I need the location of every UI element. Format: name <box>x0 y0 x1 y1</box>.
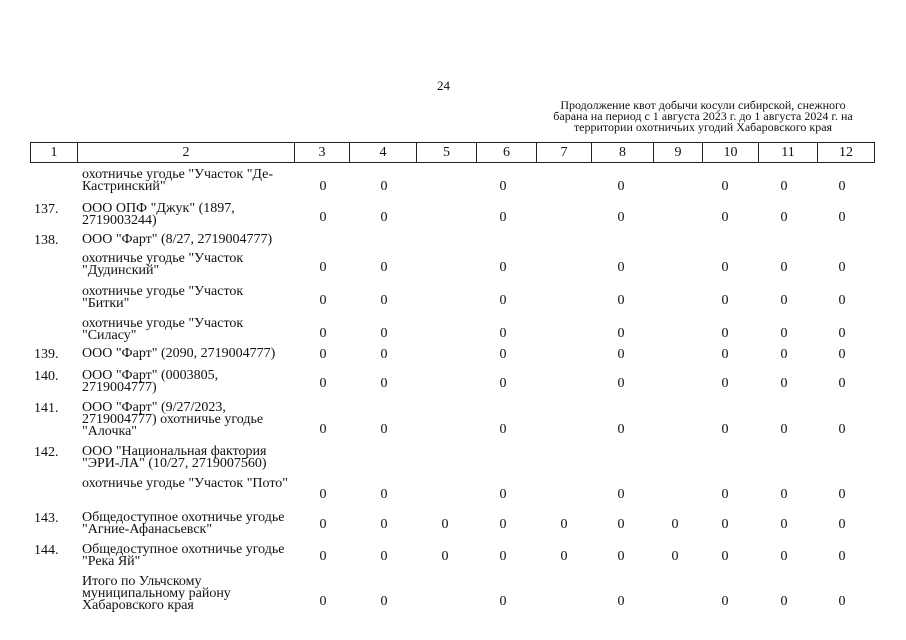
row-value-col-12: 0 <box>838 376 846 391</box>
row-value-col-5: 0 <box>441 517 449 532</box>
row-value-col-3: 0 <box>319 347 327 362</box>
row-value-col-8: 0 <box>617 347 625 362</box>
row-value-col-12: 0 <box>838 293 846 308</box>
row-value-col-4: 0 <box>380 594 388 609</box>
col-header-10: 10 <box>703 143 759 163</box>
row-value-col-6: 0 <box>499 594 507 609</box>
row-value-col-3: 0 <box>319 549 327 564</box>
row-value-col-8: 0 <box>617 260 625 275</box>
row-value-col-6: 0 <box>499 487 507 502</box>
row-value-col-10: 0 <box>721 517 729 532</box>
row-value-col-11: 0 <box>780 293 788 308</box>
row-value-col-11: 0 <box>780 376 788 391</box>
col-header-11: 11 <box>759 143 818 163</box>
row-value-col-4: 0 <box>380 347 388 362</box>
col-header-4: 4 <box>350 143 417 163</box>
col-header-5: 5 <box>417 143 477 163</box>
row-value-col-10: 0 <box>721 487 729 502</box>
row-value-col-4: 0 <box>380 487 388 502</box>
column-header-row <box>30 142 875 163</box>
row-value-col-8: 0 <box>617 517 625 532</box>
row-value-col-4: 0 <box>380 260 388 275</box>
row-value-col-11: 0 <box>780 487 788 502</box>
row-value-col-12: 0 <box>838 210 846 225</box>
row-name: ООО ОПФ "Джук" (1897, 2719003244) <box>82 201 235 228</box>
row-name: ООО "Фарт" (8/27, 2719004777) <box>82 232 273 247</box>
row-value-col-7: 0 <box>560 517 568 532</box>
row-value-col-3: 0 <box>319 179 327 194</box>
table-caption: Продолжение квот добычи косули сибирской, снежного барана на период с 1 августа 2023 г. до 1 августа 2024 г. на территории охотничьих угодий Хабаровского края <box>553 98 853 134</box>
row-name: ООО "Фарт" (9/27/2023, 2719004777) охотничье угодье "Алочка" <box>82 400 264 439</box>
row-value-col-4: 0 <box>380 422 388 437</box>
row-number: 141. <box>34 401 59 416</box>
row-value-col-12: 0 <box>838 347 846 362</box>
row-value-col-10: 0 <box>721 293 729 308</box>
row-number: 137. <box>34 202 59 217</box>
row-value-col-4: 0 <box>380 293 388 308</box>
row-value-col-10: 0 <box>721 422 729 437</box>
row-value-col-8: 0 <box>617 376 625 391</box>
row-value-col-10: 0 <box>721 260 729 275</box>
row-value-col-11: 0 <box>780 326 788 341</box>
row-name: Итого по Ульчскому муниципальному району Хабаровского края <box>82 574 231 613</box>
row-name: ООО "Национальная фактория "ЭРИ-ЛА" (10/27, 2719007560) <box>82 444 267 471</box>
row-value-col-12: 0 <box>838 326 846 341</box>
row-value-col-11: 0 <box>780 422 788 437</box>
row-number: 140. <box>34 369 59 384</box>
row-value-col-4: 0 <box>380 210 388 225</box>
row-value-col-11: 0 <box>780 210 788 225</box>
row-value-col-12: 0 <box>838 179 846 194</box>
row-value-col-10: 0 <box>721 376 729 391</box>
row-value-col-3: 0 <box>319 260 327 275</box>
row-value-col-3: 0 <box>319 517 327 532</box>
row-value-col-12: 0 <box>838 549 846 564</box>
col-header-12: 12 <box>818 143 875 163</box>
row-value-col-6: 0 <box>499 179 507 194</box>
row-value-col-10: 0 <box>721 549 729 564</box>
row-name: охотничье угодье "Участок "Де-Кастринский" <box>82 167 274 194</box>
row-value-col-8: 0 <box>617 422 625 437</box>
row-number: 139. <box>34 347 59 362</box>
row-value-col-6: 0 <box>499 347 507 362</box>
col-header-3: 3 <box>295 143 350 163</box>
page-number: 24 <box>437 78 450 93</box>
row-value-col-6: 0 <box>499 517 507 532</box>
row-value-col-11: 0 <box>780 517 788 532</box>
row-value-col-11: 0 <box>780 549 788 564</box>
row-value-col-6: 0 <box>499 210 507 225</box>
row-value-col-11: 0 <box>780 594 788 609</box>
row-value-col-8: 0 <box>617 594 625 609</box>
row-value-col-3: 0 <box>319 594 327 609</box>
row-value-col-8: 0 <box>617 487 625 502</box>
row-value-col-8: 0 <box>617 179 625 194</box>
row-value-col-11: 0 <box>780 347 788 362</box>
row-value-col-3: 0 <box>319 210 327 225</box>
col-header-2: 2 <box>78 143 295 163</box>
row-value-col-8: 0 <box>617 293 625 308</box>
row-value-col-3: 0 <box>319 376 327 391</box>
row-number: 144. <box>34 543 59 558</box>
row-value-col-7: 0 <box>560 549 568 564</box>
row-value-col-9: 0 <box>671 517 679 532</box>
row-value-col-6: 0 <box>499 549 507 564</box>
row-value-col-8: 0 <box>617 326 625 341</box>
row-name: охотничье угодье "Участок "Дудинский" <box>82 251 244 278</box>
col-header-1: 1 <box>31 143 78 163</box>
row-value-col-11: 0 <box>780 260 788 275</box>
row-value-col-3: 0 <box>319 293 327 308</box>
row-value-col-12: 0 <box>838 422 846 437</box>
row-value-col-5: 0 <box>441 549 449 564</box>
row-name: Общедоступное охотничье угодье "Агние-Афанасьевск" <box>82 510 285 537</box>
row-value-col-4: 0 <box>380 376 388 391</box>
row-value-col-4: 0 <box>380 326 388 341</box>
col-header-7: 7 <box>537 143 592 163</box>
row-name: охотничье угодье "Участок "Силасу" <box>82 316 244 343</box>
row-name: Общедоступное охотничье угодье "Река Яй" <box>82 542 285 569</box>
row-name: ООО "Фарт" (2090, 2719004777) <box>82 346 276 361</box>
row-value-col-10: 0 <box>721 179 729 194</box>
row-value-col-4: 0 <box>380 179 388 194</box>
row-value-col-9: 0 <box>671 549 679 564</box>
row-value-col-12: 0 <box>838 260 846 275</box>
row-value-col-3: 0 <box>319 326 327 341</box>
row-value-col-6: 0 <box>499 293 507 308</box>
row-value-col-12: 0 <box>838 594 846 609</box>
row-number: 143. <box>34 511 59 526</box>
row-number: 138. <box>34 233 59 248</box>
row-value-col-4: 0 <box>380 517 388 532</box>
row-value-col-12: 0 <box>838 487 846 502</box>
row-value-col-4: 0 <box>380 549 388 564</box>
row-value-col-11: 0 <box>780 179 788 194</box>
row-name: охотничье угодье "Участок "Пото" <box>82 476 289 491</box>
row-value-col-3: 0 <box>319 422 327 437</box>
row-value-col-6: 0 <box>499 376 507 391</box>
row-number: 142. <box>34 445 59 460</box>
row-value-col-10: 0 <box>721 326 729 341</box>
row-value-col-10: 0 <box>721 347 729 362</box>
col-header-9: 9 <box>654 143 703 163</box>
col-header-8: 8 <box>592 143 654 163</box>
row-name: охотничье угодье "Участок "Битки" <box>82 284 244 311</box>
row-value-col-12: 0 <box>838 517 846 532</box>
row-value-col-10: 0 <box>721 210 729 225</box>
row-value-col-10: 0 <box>721 594 729 609</box>
col-header-6: 6 <box>477 143 537 163</box>
row-value-col-6: 0 <box>499 326 507 341</box>
row-value-col-6: 0 <box>499 260 507 275</box>
row-value-col-8: 0 <box>617 210 625 225</box>
row-name: ООО "Фарт" (0003805, 2719004777) <box>82 368 219 395</box>
row-value-col-6: 0 <box>499 422 507 437</box>
row-value-col-3: 0 <box>319 487 327 502</box>
row-value-col-8: 0 <box>617 549 625 564</box>
